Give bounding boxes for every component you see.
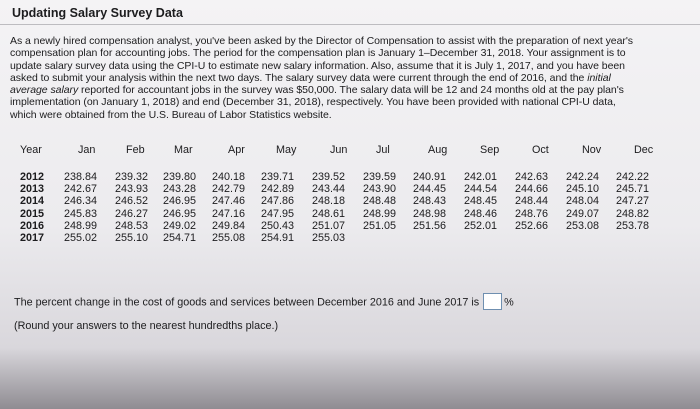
page-title: Updating Salary Survey Data xyxy=(12,6,183,20)
rounding-note: (Round your answers to the nearest hundredths place.) xyxy=(14,320,279,332)
cpi-value-cell: 248.44 xyxy=(515,195,549,208)
cpi-value-cell: 248.76 xyxy=(515,207,549,220)
column-header-jun: Jun xyxy=(330,144,348,156)
intro-line-7: which were obtained from the U.S. Bureau of Labor Statistics website. xyxy=(10,108,332,121)
cpi-value-cell: 239.80 xyxy=(163,171,197,183)
cpi-value-cell: 248.45 xyxy=(464,195,498,208)
cpi-value-cell: 254.71 xyxy=(163,232,197,244)
cpi-value-cell: 248.48 xyxy=(363,195,397,208)
question-line xyxy=(14,294,514,311)
cpi-value-cell: 247.86 xyxy=(261,195,295,208)
cpi-value-cell: 239.59 xyxy=(363,171,397,183)
question-text: The percent change in the cost of goods and services between December 2016 and June 2017 is xyxy=(14,296,480,309)
cpi-value-cell: 247.16 xyxy=(212,207,246,220)
cpi-value-cell: 248.04 xyxy=(566,195,600,208)
title-divider xyxy=(0,24,700,25)
cpi-value-cell: 255.10 xyxy=(115,232,149,244)
column-header-jul: Jul xyxy=(376,144,390,156)
cpi-value-cell: 246.34 xyxy=(64,195,98,208)
column-header-aug: Aug xyxy=(428,144,448,156)
cpi-value-cell: 248.99 xyxy=(363,207,397,220)
column-header-year: Year xyxy=(20,144,42,156)
cpi-value-cell: 242.89 xyxy=(261,183,295,196)
cpi-value-cell: 242.67 xyxy=(64,183,98,196)
cpi-value-cell: 244.66 xyxy=(515,183,549,196)
cpi-value-cell: 249.84 xyxy=(212,219,246,232)
cpi-value-cell: 246.95 xyxy=(163,207,197,220)
cpi-value-cell: 255.03 xyxy=(312,232,346,244)
cpi-value-cell: 252.01 xyxy=(464,219,498,232)
cpi-value-cell: 239.71 xyxy=(261,171,295,183)
year-cell: 2013 xyxy=(20,183,45,196)
cpi-value-cell: 245.83 xyxy=(64,207,98,220)
cpi-value-cell: 242.63 xyxy=(515,171,549,183)
column-header-sep: Sep xyxy=(480,144,500,156)
cpi-value-cell: 239.52 xyxy=(312,171,346,183)
cpi-value-cell: 248.43 xyxy=(413,195,447,208)
intro-line-3: update salary survey data using the CPI-U to estimate new salary information. Also, assume that it is July 1, 2017, and you have been xyxy=(10,59,625,72)
cpi-value-cell: 248.53 xyxy=(115,219,149,232)
intro-line-2: compensation plan for accounting jobs. The period for the compensation plan is January 1–December 31, 2018. Your assignment is to xyxy=(10,47,626,60)
cpi-value-cell: 248.18 xyxy=(312,195,346,208)
cpi-value-cell: 248.82 xyxy=(616,207,650,220)
column-header-feb: Feb xyxy=(126,144,145,156)
column-header-may: May xyxy=(276,144,297,156)
cpi-value-cell: 255.08 xyxy=(212,232,246,244)
cpi-value-cell: 244.54 xyxy=(464,183,498,196)
cpi-value-cell: 246.52 xyxy=(115,195,149,208)
cpi-value-cell: 248.46 xyxy=(464,207,498,220)
column-header-oct: Oct xyxy=(532,144,549,156)
cpi-value-cell: 240.91 xyxy=(413,171,447,183)
cpi-value-cell: 242.01 xyxy=(464,171,498,183)
column-header-mar: Mar xyxy=(174,144,193,156)
cpi-value-cell: 251.05 xyxy=(363,219,397,232)
year-cell: 2012 xyxy=(20,171,45,183)
cpi-value-cell: 243.90 xyxy=(363,183,397,196)
cpi-value-cell: 244.45 xyxy=(413,183,447,196)
cpi-value-cell: 245.71 xyxy=(616,183,650,196)
cpi-value-cell: 248.98 xyxy=(413,207,447,220)
cpi-value-cell: 243.28 xyxy=(163,183,197,196)
intro-line-5-text: reported for accountant jobs in the survey was $50,000. The salary data will be 12 and 24 months old at the pay plan's xyxy=(78,84,624,97)
cpi-value-cell: 254.91 xyxy=(261,232,295,244)
cpi-value-cell: 253.08 xyxy=(566,219,600,232)
cpi-value-cell: 242.22 xyxy=(616,171,650,183)
intro-line-4-text: asked to submit your analysis within the next two days. The salary survey data were current through the end of 2016, and the xyxy=(10,71,585,84)
cpi-value-cell: 249.02 xyxy=(163,219,197,232)
cpi-value-cell: 250.43 xyxy=(261,219,295,232)
year-cell: 2017 xyxy=(20,232,45,244)
cpi-value-cell: 240.18 xyxy=(212,171,246,183)
cpi-value-cell: 253.78 xyxy=(616,219,650,232)
cpi-value-cell: 245.10 xyxy=(566,183,600,196)
intro-line-6: implementation (on January 1, 2018) and end (December 31, 2018), respectively. You have been provided with national CPI-U data, xyxy=(10,96,616,109)
cpi-value-cell: 242.24 xyxy=(566,171,600,183)
cpi-value-cell: 246.27 xyxy=(115,207,149,220)
intro-average-salary-italic: average salary xyxy=(10,84,79,97)
cpi-value-cell: 248.99 xyxy=(64,219,98,232)
cpi-value-cell: 252.66 xyxy=(515,219,549,232)
column-header-apr: Apr xyxy=(228,144,245,156)
year-cell: 2015 xyxy=(20,207,45,220)
percent-answer-input[interactable] xyxy=(483,293,502,310)
cpi-value-cell: 243.93 xyxy=(115,183,149,196)
cpi-value-cell: 247.27 xyxy=(616,195,650,208)
cpi-value-cell: 247.95 xyxy=(261,207,295,220)
column-header-jan: Jan xyxy=(78,144,96,156)
percent-unit: % xyxy=(504,296,514,309)
cpi-value-cell: 243.44 xyxy=(312,183,346,196)
cpi-value-cell: 248.61 xyxy=(312,207,346,220)
year-cell: 2016 xyxy=(20,219,45,232)
cpi-value-cell: 249.07 xyxy=(566,207,600,220)
cpi-value-cell: 242.79 xyxy=(212,183,246,196)
cpi-value-cell: 247.46 xyxy=(212,195,246,208)
intro-line-1: As a newly hired compensation analyst, you've been asked by the Director of Compensation to assist with the preparation of next year's xyxy=(10,35,633,47)
cpi-value-cell: 238.84 xyxy=(64,171,98,183)
cpi-value-cell: 239.32 xyxy=(115,171,149,183)
cpi-value-cell: 255.02 xyxy=(64,232,98,244)
column-header-nov: Nov xyxy=(582,144,602,156)
cpi-value-cell: 251.07 xyxy=(312,219,346,232)
intro-initial-italic: initial xyxy=(587,71,611,84)
cpi-value-cell: 246.95 xyxy=(163,195,197,208)
year-cell: 2014 xyxy=(20,195,45,208)
intro-line-5 xyxy=(10,84,698,96)
problem-description xyxy=(10,35,698,121)
intro-line-4 xyxy=(10,72,698,84)
cpi-value-cell: 251.56 xyxy=(413,219,447,232)
column-header-dec: Dec xyxy=(634,144,654,156)
